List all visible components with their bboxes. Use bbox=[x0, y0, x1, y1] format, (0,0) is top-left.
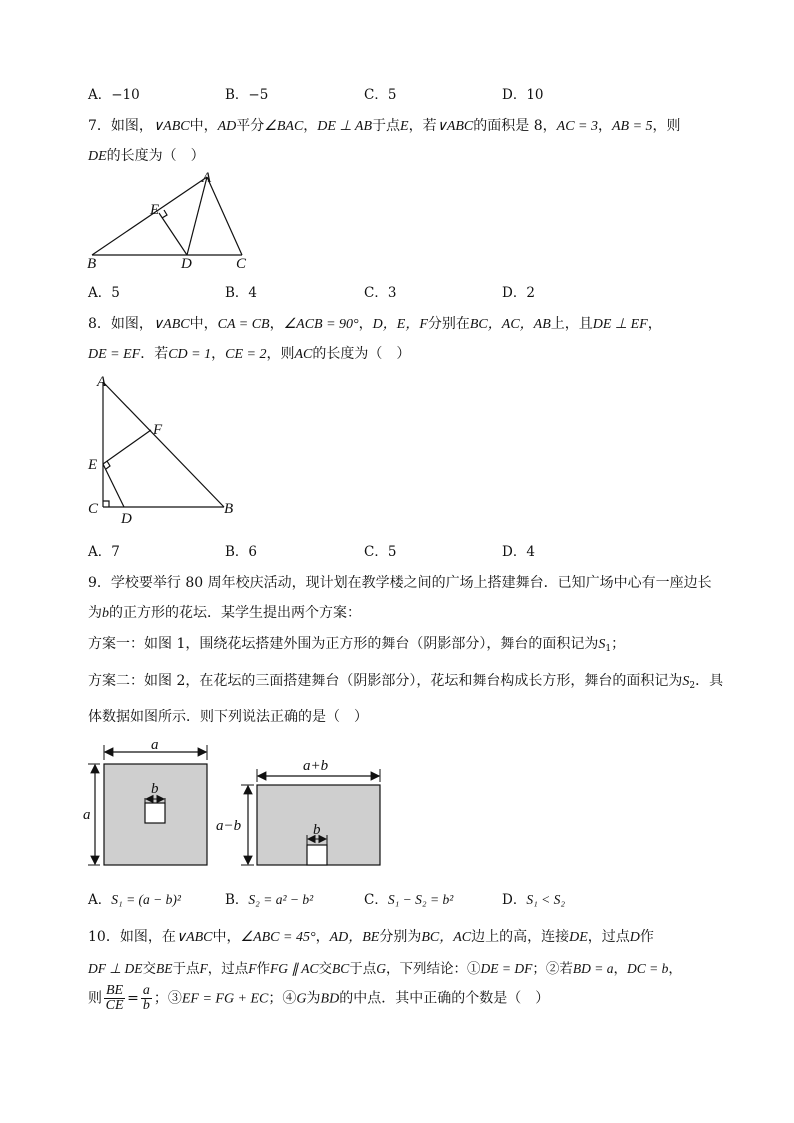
q9-option-a[interactable]: A．S₁ = (a − b)² bbox=[88, 892, 181, 908]
q8-line-ef bbox=[103, 430, 151, 464]
q9-stem-line5: 体数据如图所示．则下列说法正确的是（ ） bbox=[88, 709, 368, 725]
q9-fig2-label-inner: b bbox=[313, 822, 321, 838]
q8-right-angle-c bbox=[103, 501, 109, 507]
q9-plan1: 方案一：如图 1，围绕花坛搭建外围为正方形的舞台（阴影部分），舞台的面积记为$S_1$； bbox=[88, 636, 626, 654]
q9-fig2-label-side: a−b bbox=[216, 818, 242, 834]
q8-right-angle-e bbox=[106, 461, 110, 469]
q8-label-b: B bbox=[224, 501, 234, 517]
q7-option-d[interactable]: D．2 bbox=[502, 285, 535, 301]
q8-number: 8． bbox=[88, 316, 111, 332]
q8-label-f: F bbox=[153, 422, 163, 438]
q10-fraction-a-b: $\frac{a}{b}$ bbox=[142, 983, 150, 1013]
q9-plan2: 方案二：如图 2，在花坛的三面搭建舞台（阴影部分），花坛和舞台构成长方形，舞台的面积记为$S_2$．具 bbox=[88, 673, 724, 691]
q7-stem-line2: DE的长度为（ ） bbox=[88, 148, 205, 164]
q7-option-a[interactable]: A．5 bbox=[88, 285, 120, 301]
q8-option-d[interactable]: D．4 bbox=[502, 544, 535, 560]
q8-label-d: D bbox=[121, 511, 132, 527]
q7-option-c[interactable]: C．3 bbox=[364, 285, 397, 301]
q6-option-d[interactable]: D．10 bbox=[502, 87, 544, 103]
q7-figure bbox=[84, 170, 259, 270]
q6-option-b[interactable]: B．−5 bbox=[225, 87, 269, 103]
q9-fig1-label-top: a bbox=[151, 740, 159, 753]
q10-stem-line1: 10．如图，在∨ABC中，∠ABC = 45°，AD，BE分别为BC，AC边上的高，连接DE，过点D作 bbox=[88, 929, 654, 945]
q9-fig1-label-inner: b bbox=[151, 781, 159, 797]
q10-stem-line2: DF ⊥ DE交BE于点F，过点F作FG ∥ AC交BC于点G，下列结论：①DE = DF；②若BD = a，DC = b， bbox=[88, 961, 682, 977]
q7-label-d: D bbox=[181, 256, 192, 270]
q7-label-b: B bbox=[87, 256, 97, 270]
q8-option-c[interactable]: C．5 bbox=[364, 544, 397, 560]
q9-fig2-flowerbed bbox=[307, 845, 327, 865]
q8-label-e: E bbox=[88, 457, 98, 473]
q6-option-a[interactable]: A．−10 bbox=[88, 87, 140, 103]
q7-label-e: E bbox=[150, 202, 160, 218]
q9-fig1-flowerbed bbox=[145, 803, 165, 823]
q8-label-a: A bbox=[97, 374, 107, 390]
q9-option-d[interactable]: D．S₁ < S₂ bbox=[502, 892, 566, 908]
q7-right-angle-mark bbox=[162, 210, 167, 218]
q9-fig1-label-side: a bbox=[83, 807, 91, 823]
q8-option-b[interactable]: B．6 bbox=[225, 544, 258, 560]
q8-stem-line2: DE = EF．若CD = 1，CE = 2，则AC的长度为（ ） bbox=[88, 346, 411, 362]
q7-line-de bbox=[159, 213, 187, 255]
q8-option-a[interactable]: A．7 bbox=[88, 544, 120, 560]
q7-label-a: A bbox=[202, 170, 212, 186]
q9-stem-line1: 9．学校要举行 80 周年校庆活动，现计划在教学楼之间的广场上搭建舞台．已知广场中心有一座边长 bbox=[88, 575, 712, 591]
q7-line-ac bbox=[207, 177, 242, 255]
q8-figure bbox=[84, 370, 244, 530]
q9-option-b[interactable]: B．S₂ = a² − b² bbox=[225, 892, 314, 908]
q8-line-ab bbox=[103, 382, 224, 507]
q9-figure-1 bbox=[82, 740, 217, 870]
q7-number: 7． bbox=[88, 118, 111, 134]
q6-option-c[interactable]: C．5 bbox=[364, 87, 397, 103]
q9-option-c[interactable]: C．S₁ − S₂ = b² bbox=[364, 892, 454, 908]
q7-option-b[interactable]: B．4 bbox=[225, 285, 258, 301]
q9-stem-line2: 为b的正方形的花坛．某学生提出两个方案： bbox=[88, 605, 361, 621]
q7-label-c: C bbox=[236, 256, 247, 270]
q10-stem-line3: 则 $\frac{BE}{CE}$ = $\frac{a}{b}$ ；③EF = FG + EC；④G为BD的中点．其中正确的个数是（ ） bbox=[88, 983, 550, 1013]
q10-fraction-be-ce: $\frac{BE}{CE}$ bbox=[105, 983, 124, 1013]
q8-stem-line1: 8．如图，∨ABC中，CA = CB，∠ACB = 90°，D，E，F分别在BC，AC，AB上，且DE ⊥ EF， bbox=[88, 316, 662, 332]
q9-fig2-label-top: a+b bbox=[303, 758, 329, 774]
q7-stem-line1: 7．如图，∨ABC中，AD平分∠BAC，DE ⊥ AB于点E，若∨ABC的面积是 8，AC = 3，AB = 5，则 bbox=[88, 118, 681, 134]
q8-label-c: C bbox=[88, 501, 99, 517]
q9-figure-2 bbox=[215, 757, 385, 870]
